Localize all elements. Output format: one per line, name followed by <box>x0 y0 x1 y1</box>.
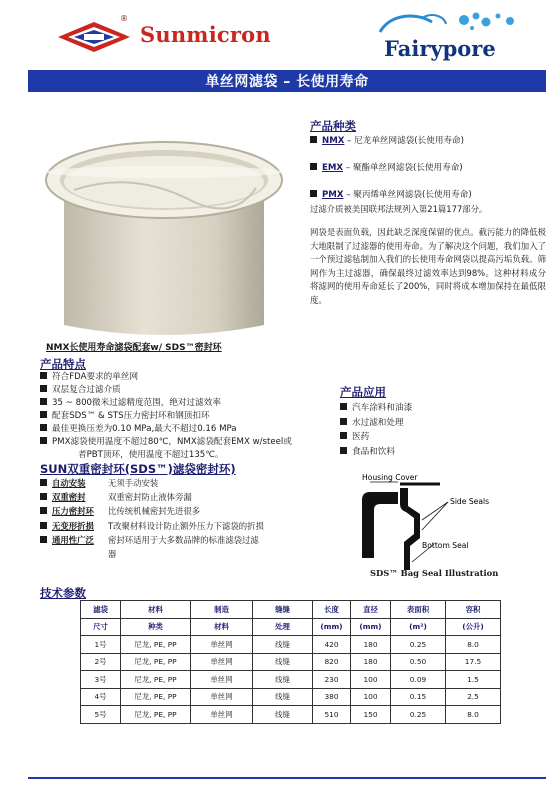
registered-mark: ® <box>120 14 128 23</box>
diagram-caption: SDS™ Bag Seal Illustration <box>370 568 499 578</box>
seal-title: SUN双重密封环(SDS™)滤袋密封环) <box>40 462 236 476</box>
housing-cover-label: Housing Cover <box>362 473 418 482</box>
list-item: 自动安装 无须手动安装 <box>40 476 264 490</box>
seal-diagram <box>340 470 550 580</box>
footer-divider <box>28 777 546 779</box>
list-item: 双重密封 双重密封防止液体旁漏 <box>40 490 264 504</box>
page-title: 单丝网滤袋 – 长使用寿命 <box>205 74 369 90</box>
list-item-continuation: 者PBT顶环，使用温度不超过135℃。 <box>78 450 224 460</box>
page-header <box>0 0 560 68</box>
list-item: 符合FDA要求的单丝网 <box>40 371 292 384</box>
applications-list <box>340 401 412 459</box>
list-item: 配套SDS™ & STS压力密封环和钢顶扣环 <box>40 410 292 423</box>
features-title: 产品特点 <box>40 357 86 371</box>
photo-caption: NMX长使用寿命滤袋配套w/ SDS™密封环 <box>46 343 222 353</box>
list-item: 食品和饮料 <box>340 445 412 460</box>
list-item: 通用性广泛 密封环适用于大多数品牌的标准滤袋过滤 <box>40 533 264 547</box>
list-item: 汽车涂料和油漆 <box>340 401 412 416</box>
bottom-seal-label: Bottom Seal <box>422 541 469 550</box>
type-code: PMX <box>322 190 344 200</box>
table-row: 5号 尼龙, PE, PP 单丝网 线缝 510 150 0.25 8.0 <box>81 706 501 724</box>
list-item: 医药 <box>340 430 412 445</box>
list-item: 双层复合过滤介质 <box>40 384 292 397</box>
regulation-note: 过滤介质被美国联邦法规列入第21篇177部分。 <box>310 204 488 214</box>
table-row: 2号 尼龙, PE, PP 单丝网 线缝 820 180 0.50 17.5 <box>81 653 501 671</box>
sunmicron-brand: Sunmicron <box>140 22 271 47</box>
filter-bag-photo <box>34 130 294 340</box>
sunmicron-logo-icon <box>54 20 134 54</box>
list-item: PMX – 聚丙烯单丝网滤袋(长使用寿命) <box>310 188 550 200</box>
list-item: 压力密封环 比传统机械密封先进很多 <box>40 504 264 518</box>
table-row: 1号 尼龙, PE, PP 单丝网 线缝 420 180 0.25 8.0 <box>81 636 501 654</box>
table-header-row: 滤袋 材料 制造 缝缝 长度 直径 表面积 容积 <box>81 601 501 619</box>
list-item: PMX滤袋使用温度不超过80℃，NMX滤袋配套EMX w/steel或 <box>40 436 292 449</box>
type-code: NMX <box>322 136 345 146</box>
table-header-row: 尺寸 种类 材料 处理 (mm) (mm) (m²) (公升) <box>81 618 501 636</box>
list-item: EMX – 聚酯单丝网滤袋(长使用寿命) <box>310 161 550 173</box>
table-row: 3号 尼龙, PE, PP 单丝网 线缝 230 100 0.09 1.5 <box>81 671 501 689</box>
specs-table <box>80 600 501 724</box>
fairypore-brand: Fairypore <box>384 36 496 61</box>
title-banner <box>28 70 546 92</box>
list-item: NMX – 尼龙单丝网滤袋(长使用寿命) <box>310 134 550 146</box>
list-item: 无变形折损 T改聚材料设计防止额外压力下滤袋的折损 <box>40 519 264 533</box>
side-seals-label: Side Seals <box>450 497 490 506</box>
product-description: 网袋是表面负载，因此缺乏深度保留的优点。截污能力的降低极大地限制了过滤器的使用寿命。为了解决这个问题，我们加入了一个预过滤毡制加入我们的长使用寿命网袋以提高污垢负载。筛网作为主过滤器，确保最终过滤效率达到98%。这种材料成分将滤网的使用寿命延长了200%，同时将成本增加保持在最低限度。 <box>310 227 546 305</box>
table-row: 4号 尼龙, PE, PP 单丝网 线缝 380 100 0.15 2.5 <box>81 688 501 706</box>
applications-title: 产品应用 <box>340 385 386 399</box>
list-item: 35 ~ 800微米过滤精度范围，绝对过滤效率 <box>40 397 292 410</box>
specs-title: 技术参数 <box>40 586 86 600</box>
list-item: 最佳更换压差为0.10 MPa,最大不超过0.16 MPa <box>40 423 292 436</box>
list-item-continuation: 器 <box>108 549 117 560</box>
types-title: 产品种类 <box>310 119 356 133</box>
seal-features-list <box>40 476 264 561</box>
type-code: EMX <box>322 163 344 173</box>
list-item: 水过滤和处理 <box>340 416 412 431</box>
features-list <box>40 371 292 462</box>
